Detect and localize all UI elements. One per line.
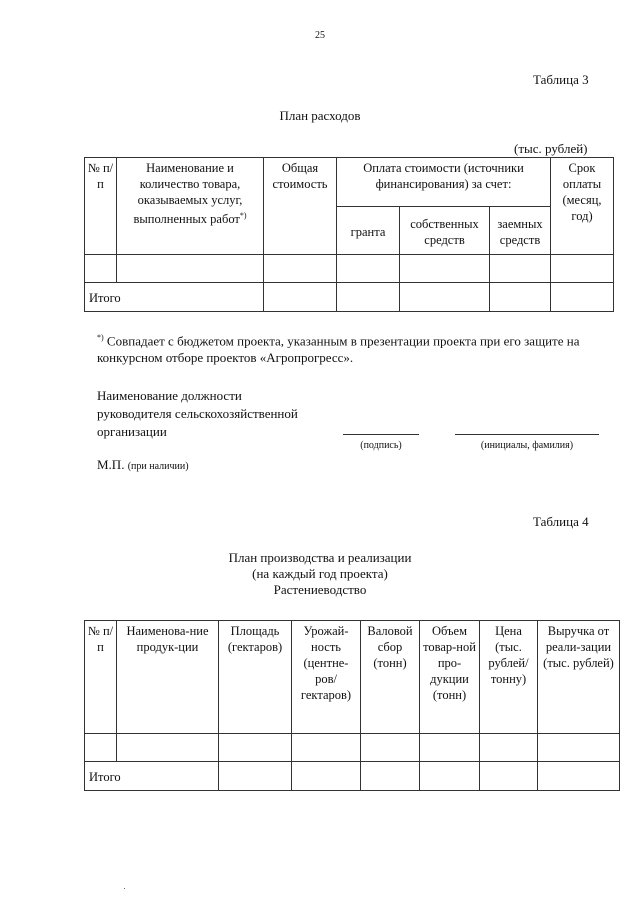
stamp-note: (при наличии) xyxy=(127,461,189,472)
header-revenue: Выручка от реали-зации (тыс. рублей) xyxy=(538,621,620,734)
header-borrowed: заемных средств xyxy=(490,207,551,255)
signature-line xyxy=(343,434,419,435)
table4-title-line-3: Растениеводство xyxy=(273,582,367,597)
total-label: Итого xyxy=(85,762,219,791)
header-volume: Объем товар-ной про-дукции (тонн) xyxy=(420,621,480,734)
name-line xyxy=(455,434,599,435)
header-own: собственных средств xyxy=(400,207,490,255)
stamp-label: М.П. xyxy=(97,457,125,472)
table4-title-line-1: План производства и реализации xyxy=(228,550,412,565)
name-caption: (инициалы, фамилия) xyxy=(480,440,574,451)
header-grant: гранта xyxy=(337,207,400,255)
header-num: № п/п xyxy=(85,158,117,255)
header-yield: Урожай-ность (центне-ров/ гектаров) xyxy=(292,621,361,734)
table-row xyxy=(85,734,620,762)
table-row xyxy=(85,255,614,283)
table3-unit: (тыс. рублей) xyxy=(514,141,588,156)
table3-title: План расходов xyxy=(279,108,361,123)
stamp-place xyxy=(97,457,189,473)
header-num: № п/п xyxy=(85,621,117,734)
table3-label: Таблица 3 xyxy=(533,72,589,87)
header-term: Срок оплаты (месяц, год) xyxy=(551,158,614,255)
table4-label: Таблица 4 xyxy=(533,514,589,529)
total-label: Итого xyxy=(85,283,264,312)
header-payment: Оплата стоимости (источники финансирования) за счет: xyxy=(337,158,551,207)
header-area: Площадь (гектаров) xyxy=(219,621,292,734)
production-table xyxy=(84,620,620,791)
position-line-2: руководителя сельскохозяйственной xyxy=(97,406,298,421)
position-line-3: организации xyxy=(97,424,167,439)
header-product: Наименова-ние продук-ции xyxy=(117,621,219,734)
page-number: 25 xyxy=(315,30,325,41)
total-row xyxy=(85,283,614,312)
expenses-table xyxy=(84,157,614,312)
position-title xyxy=(97,387,298,441)
header-price: Цена (тыс. рублей/ тонну) xyxy=(480,621,538,734)
total-row xyxy=(85,762,620,791)
header-total: Общая стоимость xyxy=(264,158,337,255)
table4-title xyxy=(0,550,640,598)
scan-speck xyxy=(124,888,125,889)
header-name: Наименование и количество товара, оказываемых услуг, выполненных работ*) xyxy=(117,158,264,255)
footnote-mark: *) xyxy=(97,333,104,342)
header-name-mark: *) xyxy=(239,211,247,220)
position-line-1: Наименование должности xyxy=(97,388,242,403)
header-gross: Валовой сбор (тонн) xyxy=(361,621,420,734)
footnote-text: Совпадает с бюджетом проекта, указанным в презентации проекта при его защите на конкурсном отборе проектов «Агропрогресс». xyxy=(97,333,580,366)
table4-title-line-2: (на каждый год проекта) xyxy=(252,566,388,581)
footnote xyxy=(97,329,617,366)
signature-caption: (подпись) xyxy=(360,440,402,451)
